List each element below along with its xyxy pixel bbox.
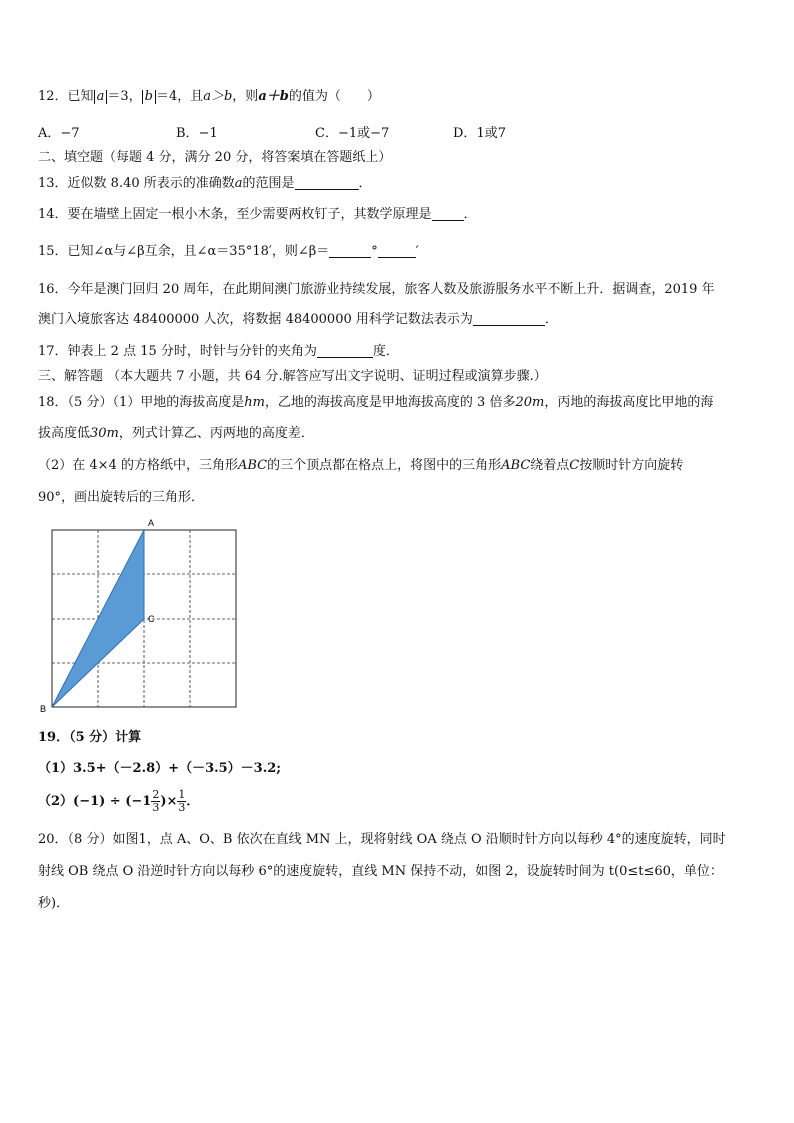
- q15-minute-blank[interactable]: [378, 243, 416, 258]
- q12-option-b[interactable]: B．−1: [176, 126, 218, 141]
- q12-option-a[interactable]: A．−7: [38, 126, 80, 141]
- q16-line2: 澳门入境旅客达 48400000 人次，将数据 48400000 用科学记数法表示为 ．: [38, 312, 558, 327]
- q20-line2: 射线 OB 绕点 O 沿逆时针方向以每秒 6°的速度旋转，直线 MN 保持不动，如图 2，设旋转时间为 t(0≤t≤60，单位：: [38, 864, 723, 879]
- q12-number: 12．: [38, 89, 68, 104]
- q20-line1: 20．（8 分）如图1，点 A、O、B 依次在直线 MN 上，现将射线 OA 绕点 O 沿顺时针方向以每秒 4°的速度旋转，同时: [38, 832, 726, 847]
- q17: 17．钟表上 2 点 15 分时，时针与分针的夹角为 度．: [38, 344, 399, 359]
- q12-stem: 12．已知 a ＝3， b ＝4，且a＞b，则a＋b的值为（ ）: [38, 89, 380, 104]
- abs-a: a: [94, 90, 108, 104]
- section-answer-heading: 三、解答题 （本大题共 7 小题，共 64 分.解答应写出文字说明、证明过程或演算步骤.）: [38, 369, 547, 384]
- q17-answer-blank[interactable]: [317, 343, 373, 358]
- vertex-label-c: C: [148, 614, 155, 624]
- q18-line1: 18．（5 分）（1）甲地的海拔高度是hm，乙地的海拔高度是甲地海拔高度的 3 倍多20m，丙地的海拔高度比甲地的海: [38, 395, 714, 410]
- q16-answer-blank[interactable]: [473, 311, 545, 326]
- vertex-label-b: B: [40, 704, 47, 712]
- q19-title: 19．（5 分）计算: [38, 730, 142, 745]
- q15-degree-blank[interactable]: [329, 243, 371, 258]
- q18-line2: 拔高度低30m，列式计算乙、丙两地的高度差．: [38, 426, 314, 441]
- q14: 14．要在墙壁上固定一根小木条，至少需要两枚钉子，其数学原理是 ．: [38, 207, 477, 222]
- fraction-two-thirds: $\frac{2}{3}$: [152, 788, 160, 814]
- q12-option-d[interactable]: D．1或7: [453, 126, 506, 141]
- q16-line1: 16．今年是澳门回归 20 周年，在此期间澳门旅游业持续发展，旅客人数及旅游服务水平不断上升．据调查，2019 年: [38, 282, 715, 297]
- section-fill-in-heading: 二、填空题（每题 4 分，满分 20 分，将答案填在答题纸上）: [38, 150, 392, 165]
- q18-line4: 90°，画出旋转后的三角形．: [38, 490, 205, 505]
- q14-answer-blank[interactable]: [432, 206, 464, 221]
- abs-b: b: [142, 90, 156, 104]
- vertex-label-a: A: [148, 518, 155, 528]
- q18-line3: （2）在 4×4 的方格纸中，三角形ABC的三个顶点都在格点上，将图中的三角形ABC绕着点C按顺时针方向旋转: [38, 458, 684, 473]
- q19-part2: （2）(−1) ÷ (−1 $\frac{2}{3}$ )× $\frac{1}{3}$ ．: [38, 788, 200, 814]
- q13: 13．近似数 8.40 所表示的准确数a的范围是 ．: [38, 176, 372, 191]
- fraction-one-third: $\frac{1}{3}$: [178, 788, 186, 814]
- q13-answer-blank[interactable]: [295, 175, 359, 190]
- q12-option-c[interactable]: C．−1或−7: [315, 126, 390, 141]
- q15: 15．已知∠α与∠β互余，且∠α＝35°18′，则∠β＝ ° ′: [38, 244, 419, 259]
- q20-line3: 秒)．: [38, 896, 70, 911]
- grid-figure: [40, 516, 245, 712]
- q19-part1: （1）3.5+（－2.8）+（－3.5）－3.2;: [38, 761, 282, 776]
